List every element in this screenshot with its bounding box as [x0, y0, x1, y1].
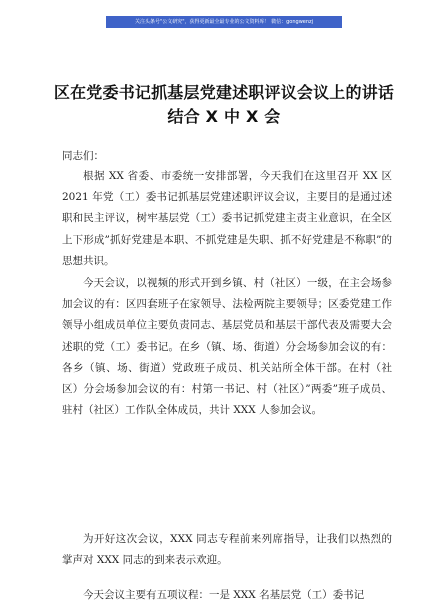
promo-banner[interactable]: 关注头条号"公文研究"，获得更新最全最专业的公文资料库！ 微信：gongwenzj — [106, 16, 342, 28]
paragraph: 根据 XX 省委、市委统一安排部署，今天我们在这里召开 XX 区 2021 年党（工）委书记抓基层党建述职评议会议，主要目的是通过述职和民主评议，树牢基层党（工）委书记抓党建主责主业意识，在全区上下形成”抓好党建是本职、不抓党建是失职、抓不好党建是不称职”的思想共识。 — [62, 170, 392, 267]
document-title-line-2: 结合 X 中 X 会 — [167, 107, 281, 126]
paragraph: 今天会议主要有五项议程：一是 XXX 名基层党（工）委书记 — [83, 589, 365, 601]
paragraph: 今天会议，以视频的形式开到乡镇、村（社区）一级，在主会场参加会议的有：区四套班子在家领导、法检两院主要领导；区委党建工作领导小组成员单位主要负责同志、基层党员和基层干部代表及需要大会述职的党（工）委书记。在乡（镇、场、街道）分会场参加会议的有：各乡（镇、场、街道）党政班子成员、机关站所全体干部。在村（社区）分会场参加会议的有：村第一书记、村（社区）”两委”班子成员、驻村（社区）工作队全体成员，共计 XXX 人参加会议。 — [62, 277, 392, 417]
document-title-line-1: 区在党委书记抓基层党建述职评议会议上的讲话 — [53, 83, 395, 102]
salutation: 同志们： — [62, 150, 104, 162]
paragraph: 为开好这次会议，XXX 同志专程前来列席指导，让我们以热烈的掌声对 XXX 同志的到来表示欢迎。 — [62, 533, 392, 567]
